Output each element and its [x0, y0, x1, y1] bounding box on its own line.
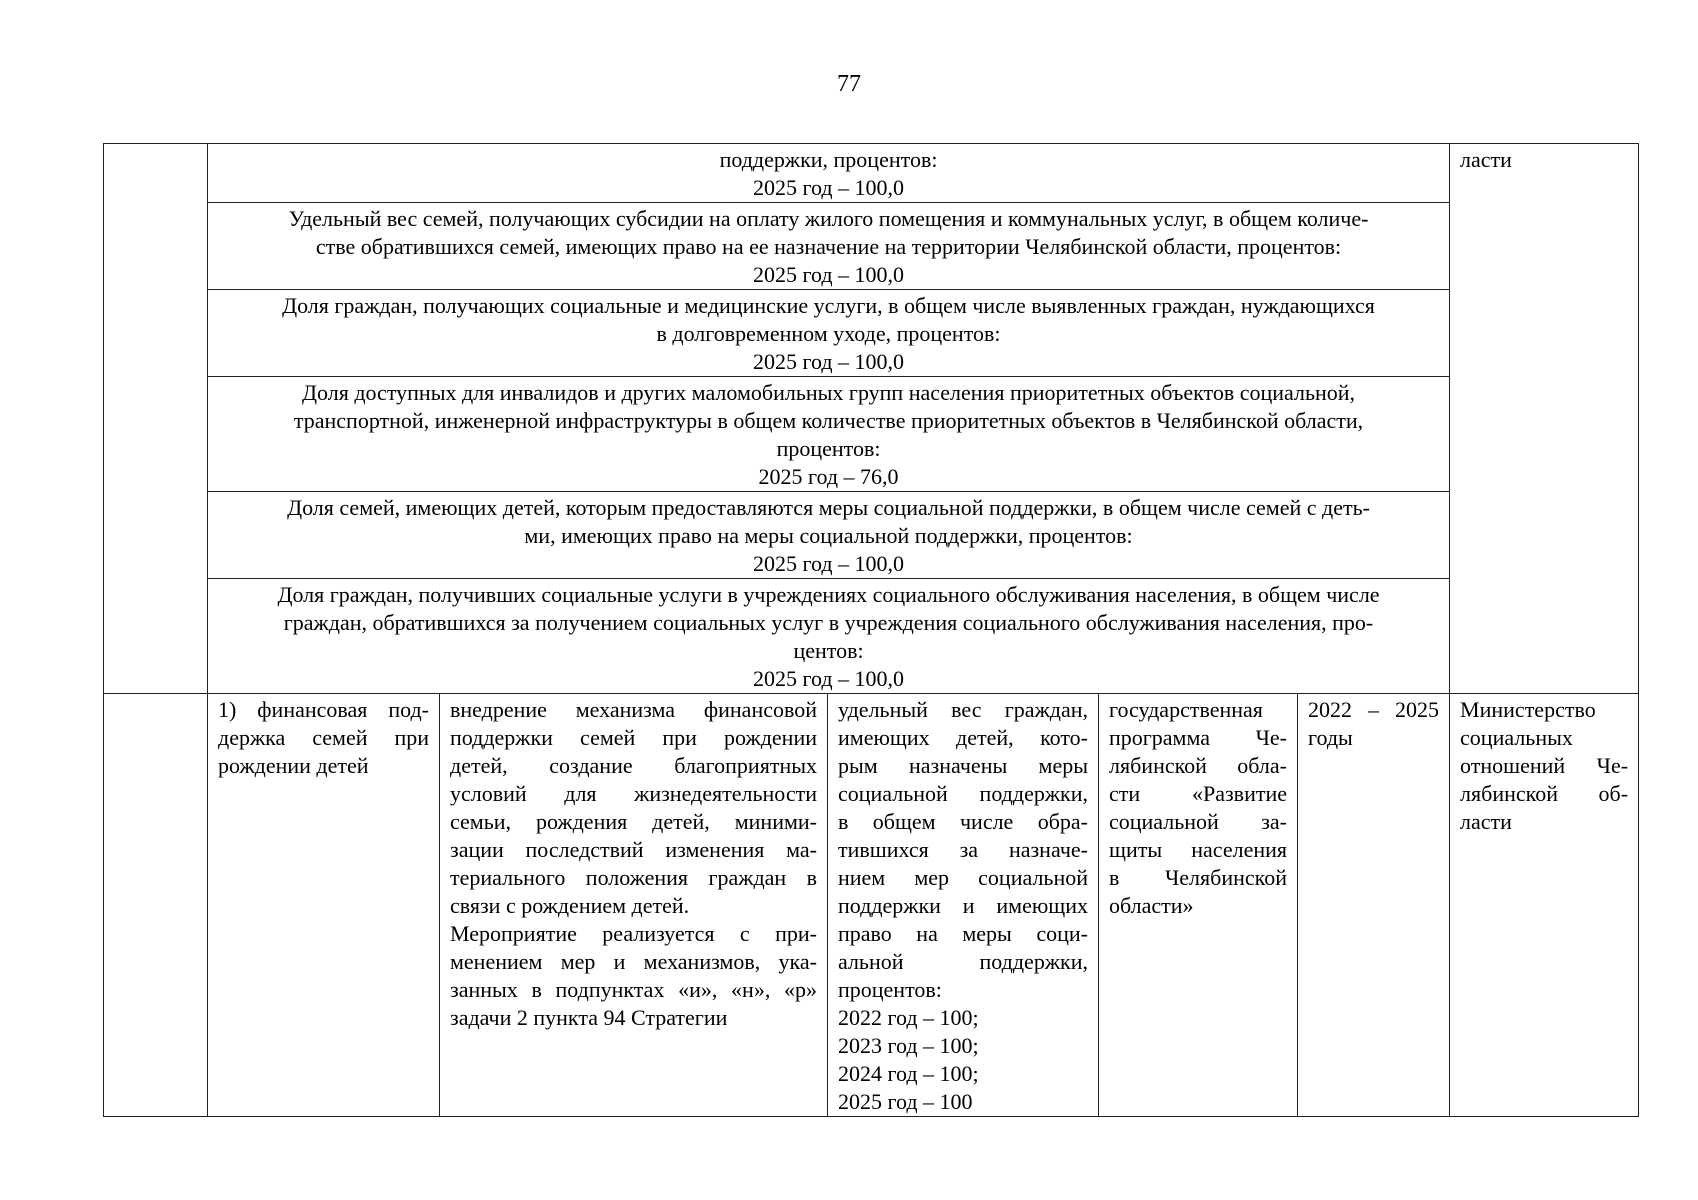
responsible-cell: Министерство социальных отношений Че- лябинской об- ласти — [1450, 694, 1639, 1117]
indicator-cell-3: Доля доступных для инвалидов и других маломобильных групп населения приоритетных объектов социальной, транспортной, инженерной инфраструктуры в общем количестве приоритетных объектов в Челябинской области, процентов: 2025 год – 76,0 — [208, 377, 1450, 492]
indicator-row — [104, 579, 1639, 694]
indicator-row — [104, 144, 1639, 203]
indicator-row — [104, 290, 1639, 377]
indicator-cell-1: Удельный вес семей, получающих субсидии на оплату жилого помещения и коммунальных услуг, в общем количе- стве обратившихся семей, имеющих право на ее назначение на территории Челябинской области, процентов: 2025 год – 100,0 — [208, 203, 1450, 290]
indicator-cell-4: Доля семей, имеющих детей, которым предоставляются меры социальной поддержки, в общем числе семей с деть- ми, имеющих право на меры социальной поддержки, процентов: 2025 год – 100,0 — [208, 492, 1450, 579]
empty-left-cell — [104, 144, 208, 694]
page-number: 77 — [837, 71, 861, 97]
empty-number-cell — [104, 694, 208, 1117]
indicator-values-cell: удельный вес граждан, имеющих детей, кото- рым назначены меры социальной поддержки, в общем числе обра- тившихся за назначе- нием мер социальной поддержки и имеющих право на меры соци- альной поддержки, процентов: 2022 год – 100; 2023 год – 100; 2024 год – 100; 2025 год – 100 — [828, 694, 1099, 1117]
description-paragraph-1: внедрение механизма финансовой поддержки семей при рождении детей, создание благоприятных условий для жизнедеятельности семьи, рождения детей, миними- зации последствий изменения ма- териального положения граждан в связи с рождением детей. — [450, 697, 817, 918]
activity-description-cell — [440, 694, 828, 1117]
activity-name-cell: 1) финансовая под- держка семей при рождении детей — [208, 694, 440, 1117]
indicator-cell-0: поддержки, процентов: 2025 год – 100,0 — [208, 144, 1450, 203]
indicator-cell-2: Доля граждан, получающих социальные и медицинские услуги, в общем числе выявленных граждан, нуждающихся в долговременном уходе, процентов: 2025 год – 100,0 — [208, 290, 1450, 377]
indicator-cell-5: Доля граждан, получивших социальные услуги в учреждениях социального обслуживания населения, в общем числе граждан, обратившихся за получением социальных услуг в учреждения социального обслуживания населения, про- центов: 2025 год – 100,0 — [208, 579, 1450, 694]
responsible-cell-top: ласти — [1450, 144, 1639, 694]
indicator-row — [104, 377, 1639, 492]
description-paragraph-2: Мероприятие реализуется с при- менением мер и механизмов, ука- занных в подпунктах «и», «н», «р» задачи 2 пункта 94 Стратегии — [450, 921, 817, 1030]
period-cell: 2022 – 2025 годы — [1298, 694, 1450, 1117]
indicator-row — [104, 203, 1639, 290]
indicator-row — [104, 492, 1639, 579]
program-table — [103, 143, 1639, 1117]
program-cell: государственная программа Че- лябинской обла- сти «Развитие социальной за- щиты населения в Челябинской области» — [1099, 694, 1298, 1117]
activity-row — [104, 694, 1639, 1117]
